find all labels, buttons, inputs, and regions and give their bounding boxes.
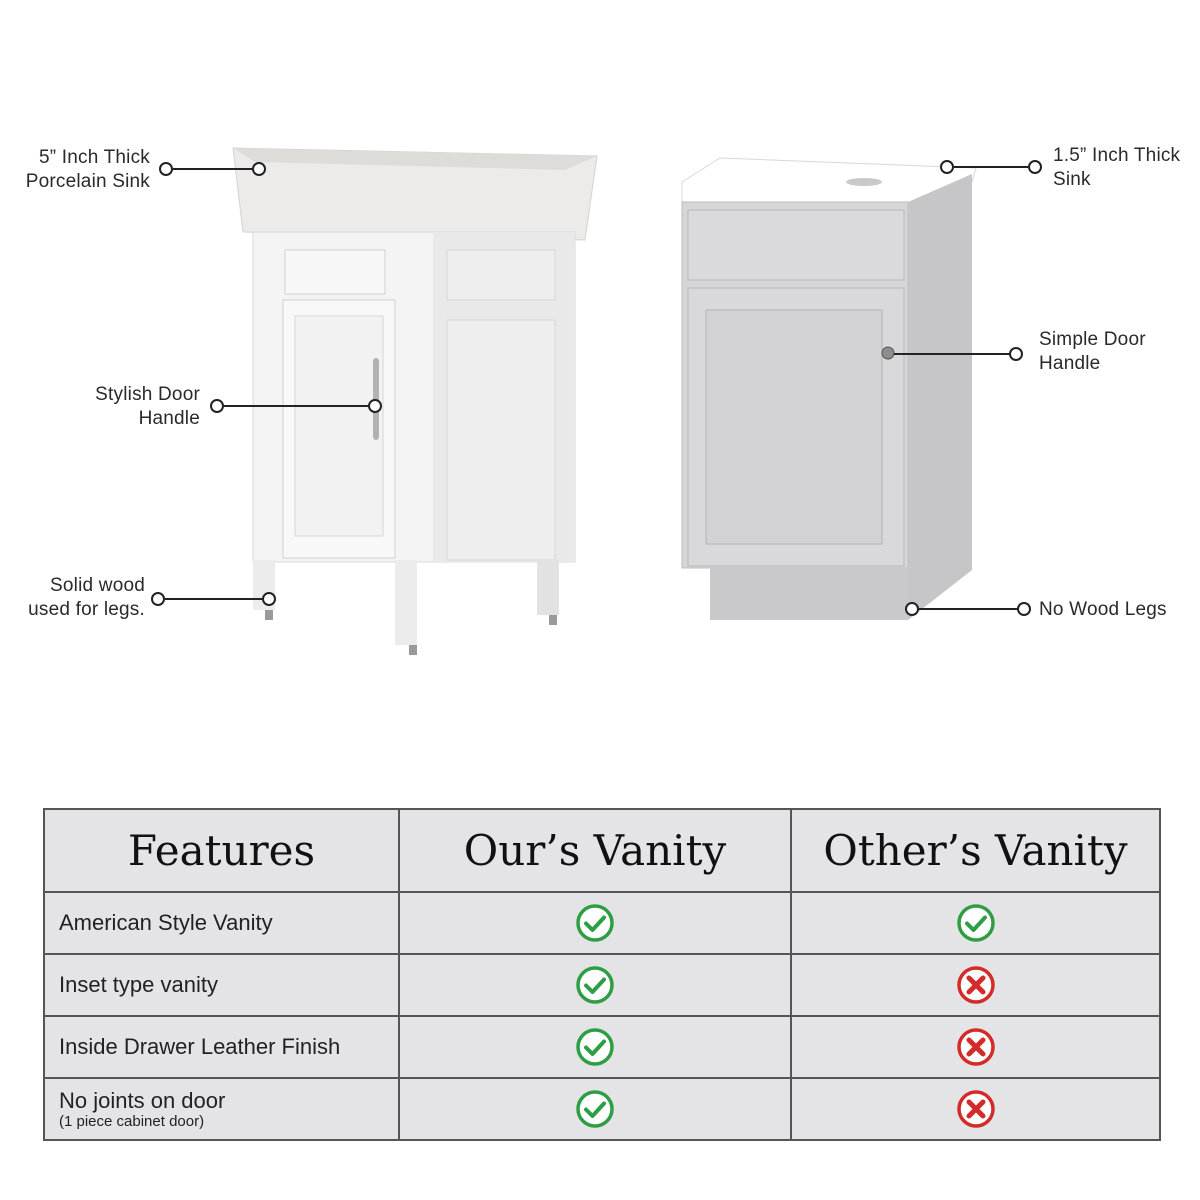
table-header-row (44, 809, 1160, 892)
stylish-handle-line2: Handle (138, 408, 200, 429)
other-sink-callout (1053, 144, 1198, 192)
callout-dot (940, 160, 954, 174)
comparison-table (43, 808, 1161, 1141)
header-ours: Our’s Vanity (399, 809, 791, 892)
check-circle-icon (956, 903, 996, 943)
callout-dot (1009, 347, 1023, 361)
no-wood-legs-label: No Wood Legs (1039, 599, 1167, 620)
stylish-handle-line1: Stylish Door (95, 384, 200, 405)
callout-line (224, 405, 369, 407)
sink-thickness-line2: Porcelain Sink (25, 171, 150, 192)
callout-line (165, 598, 263, 600)
callout-line (894, 353, 1010, 355)
feature-cell (44, 954, 399, 1016)
feature-label: No joints on door (59, 1088, 226, 1113)
callout-line (173, 168, 253, 170)
callout-dot (252, 162, 266, 176)
our-vanity-image (225, 140, 605, 660)
ours-cell (399, 1078, 791, 1140)
feature-cell (44, 1078, 399, 1140)
ours-cell (399, 1016, 791, 1078)
wood-legs-line1: Solid wood (50, 575, 145, 596)
callout-dot (151, 592, 165, 606)
check-circle-icon (575, 1027, 615, 1067)
feature-cell (44, 892, 399, 954)
callout-dot (368, 399, 382, 413)
others-cell (791, 1078, 1160, 1140)
simple-handle-line2: Handle (1039, 353, 1101, 374)
callout-dot (1028, 160, 1042, 174)
check-circle-icon (575, 903, 615, 943)
header-features: Features (44, 809, 399, 892)
cross-circle-icon (956, 965, 996, 1005)
check-circle-icon (575, 965, 615, 1005)
callout-line (919, 608, 1018, 610)
simple-handle-callout (1039, 328, 1194, 376)
cross-circle-icon (956, 1027, 996, 1067)
ours-cell (399, 892, 791, 954)
ours-cell (399, 954, 791, 1016)
callout-dot (905, 602, 919, 616)
other-sink-line2: Sink (1053, 169, 1091, 190)
simple-handle-line1: Simple Door (1039, 329, 1146, 350)
feature-label: Inset type vanity (59, 972, 218, 997)
feature-label: Inside Drawer Leather Finish (59, 1034, 341, 1059)
wood-legs-callout (0, 574, 145, 622)
header-others: Other’s Vanity (791, 809, 1160, 892)
stylish-handle-callout (0, 383, 200, 431)
callout-dot (210, 399, 224, 413)
feature-label: American Style Vanity (59, 910, 273, 935)
others-cell (791, 1016, 1160, 1078)
feature-sublabel: (1 piece cabinet door) (59, 1113, 205, 1130)
other-vanity-image (676, 150, 986, 625)
table-row (44, 954, 1160, 1016)
table-row (44, 1016, 1160, 1078)
table-row (44, 1078, 1160, 1140)
feature-cell (44, 1016, 399, 1078)
callout-line (954, 166, 1028, 168)
cross-circle-icon (956, 1089, 996, 1129)
others-cell (791, 892, 1160, 954)
others-cell (791, 954, 1160, 1016)
sink-thickness-line1: 5” Inch Thick (38, 147, 150, 168)
callout-dot (262, 592, 276, 606)
wood-legs-line2: used for legs. (28, 599, 145, 620)
other-sink-line1: 1.5” Inch Thick (1053, 145, 1181, 166)
table-row (44, 892, 1160, 954)
callout-dot (159, 162, 173, 176)
check-circle-icon (575, 1089, 615, 1129)
callout-dot (1017, 602, 1031, 616)
no-wood-legs-callout (1039, 598, 1194, 622)
sink-thickness-callout (0, 146, 150, 194)
